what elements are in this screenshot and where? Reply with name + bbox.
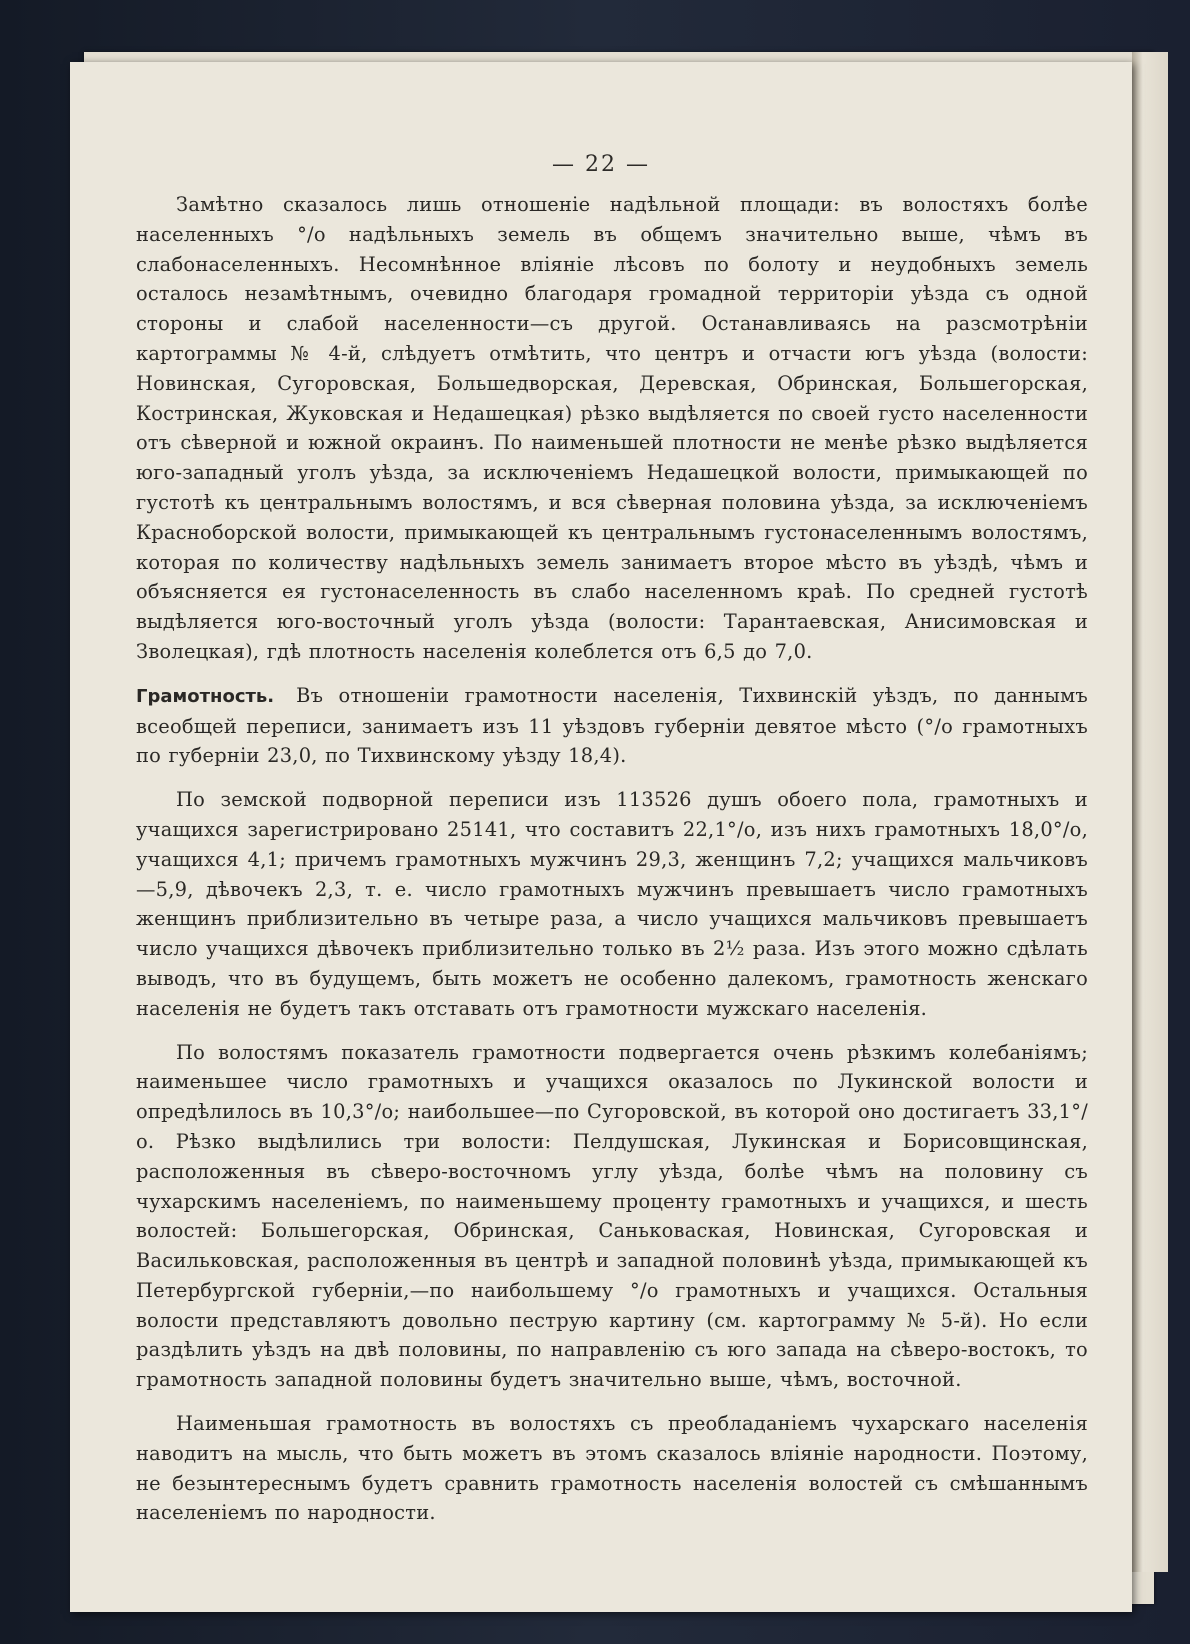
paragraph-literacy-intro — [136, 681, 1088, 771]
paragraph-volosts: По волостямъ показатель грамотности подвергается очень рѣзкимъ колебаніямъ; наименьшее число грамотныхъ и учащихся оказалось по Лукинской волости и опредѣлилось въ 10,3°/о; наибольшее—по Сугоровской, въ которой оно достигаетъ 33,1°/о. Рѣзко выдѣлились три волости: Пелдушская, Лукинская и Борисовщинская, расположенныя въ сѣверо-восточномъ углу уѣзда, болѣе чѣмъ на половину съ чухарскимъ населеніемъ, по наименьшему проценту грамотныхъ и учащихся, и шесть волостей: Большегорская, Обринская, Саньковаская, Новинская, Сугоровская и Васильковская, расположенныя въ центрѣ и западной половинѣ уѣзда, примыкающей къ Петербургской губерніи,—по наибольшему °/о грамотныхъ и учащихся. Остальныя волости представляютъ довольно пеструю картину (см. картограмму № 5-й). Но если раздѣлить уѣздъ на двѣ половины, по направленію съ юго запада на сѣверо-востокъ, то грамотность западной половины будетъ значительно выше, чѣмъ, восточной. — [136, 1040, 1088, 1392]
book-page — [70, 62, 1132, 1612]
page-text — [136, 190, 1088, 1528]
paragraph-nationality: Наименьшая грамотность въ волостяхъ съ преобладаніемъ чухарскаго населенія наводитъ на мысль, что быть можетъ въ этомъ сказалось вліяніе народности. Поэтому, не безынтереснымъ будетъ сравнить грамотность населенія волостей съ смѣшаннымъ населеніемъ по народности. — [136, 1412, 1088, 1525]
paragraph-census: По земской подворной переписи изъ 113526 душъ обоего пола, грамотныхъ и учащихся зарегистрировано 25141, что составитъ 22,1°/о, изъ нихъ грамотныхъ 18,0°/о, учащихся 4,1; причемъ грамотныхъ мужчинъ 29,3, женщинъ 7,2; учащихся мальчиковъ—5,9, дѣвочекъ 2,3, т. е. число грамотныхъ мужчинъ превышаетъ число грамотныхъ женщинъ приблизительно въ четыре раза, а число учащихся мальчиковъ превышаетъ число учащихся дѣвочекъ приблизительно только въ 2½ раза. Изъ этого можно сдѣлать выводъ, что въ будущемъ, быть можетъ не особенно далекомъ, грамотность женскаго населенія не будетъ такъ отставать отъ грамотности мужскаго населенія. — [136, 788, 1088, 1020]
paragraph-density: Замѣтно сказалось лишь отношеніе надѣльной площади: въ волостяхъ болѣе населенныхъ °/о надѣльныхъ земель въ общемъ значительно выше, чѣмъ въ слабонаселенныхъ. Несомнѣнное вліяніе лѣсовъ по болоту и неудобныхъ земель осталось незамѣтнымъ, очевидно благодаря громадной территоріи уѣзда съ одной стороны и слабой населенности—съ другой. Останавливаясь на разсмотрѣніи картограммы № 4-й, слѣдуетъ отмѣтить, что центръ и отчасти югъ уѣзда (волости: Новинская, Сугоровская, Большедворская, Деревская, Обринская, Большегорская, Костринская, Жуковская и Недашецкая) рѣзко выдѣляется по своей густо населенности отъ сѣверной и южной окраинъ. По наименьшей плотности не менѣе рѣзко выдѣляется юго-западный уголъ уѣзда, за исключеніемъ Недашецкой волости, примыкающей по густотѣ къ центральнымъ волостямъ, и вся сѣверная половина уѣзда, за исключеніемъ Красноборской волости, примыкающей къ центральнымъ густонаселеннымъ волостямъ, которая по количеству надѣльныхъ земель занимаетъ второе мѣсто въ уѣздѣ, чѣмъ и объясняется ея густонаселенность въ слабо населенномъ краѣ. По средней густотѣ выдѣляется юго-восточный уголъ уѣзда (волости: Тарантаевская, Анисимовская и Зволецкая), гдѣ плотность населенія колеблется отъ 6,5 до 7,0. — [136, 193, 1088, 663]
page-number: — 22 — — [552, 152, 650, 177]
facing-page-edge — [1132, 52, 1168, 1572]
section-heading-literacy: Грамотность. — [136, 685, 275, 707]
paragraph-literacy-intro-text: Въ отношеніи грамотности населенія, Тихвинскій уѣздъ, по даннымъ всеобщей переписи, занимаетъ изъ 11 уѣздовъ губерніи девятое мѣсто (°/о грамотныхъ по губерніи 23,0, по Тихвинскому уѣзду 18,4). — [136, 683, 1088, 768]
